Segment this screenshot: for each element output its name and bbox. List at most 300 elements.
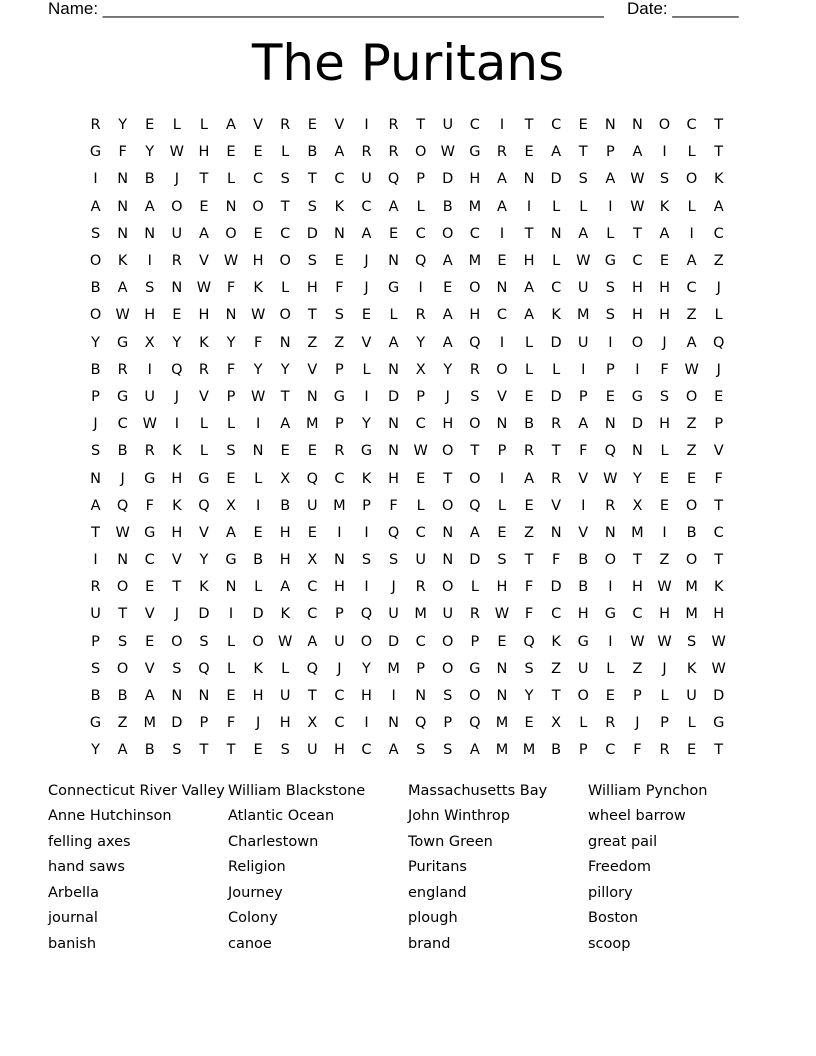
grid-letter: E xyxy=(497,253,507,270)
grid-letter: I xyxy=(255,497,261,514)
grid-letter: L xyxy=(606,660,615,677)
grid-row xyxy=(82,438,742,465)
grid-letter: Z xyxy=(686,443,697,460)
grid-letter: I xyxy=(662,524,667,541)
grid-letter: O xyxy=(604,552,617,569)
grid-letter: V xyxy=(578,524,589,541)
grid-letter: A xyxy=(496,171,507,188)
grid-letter: H xyxy=(198,307,210,324)
grid-letter: J xyxy=(364,280,369,297)
grid-letter: C xyxy=(415,633,426,650)
grid-letter: P xyxy=(416,660,426,677)
grid-letter: T xyxy=(632,552,642,569)
grid-letter: A xyxy=(442,334,453,351)
grid-letter: Y xyxy=(362,660,371,677)
grid-letter: D xyxy=(631,416,643,433)
grid-letter: U xyxy=(334,633,345,650)
grid-letter: B xyxy=(253,552,264,569)
grid-letter: C xyxy=(144,552,155,569)
grid-row xyxy=(82,574,742,601)
grid-letter: G xyxy=(604,253,616,270)
grid-letter: U xyxy=(144,388,156,405)
grid-letter: E xyxy=(416,470,426,487)
grid-letter: M xyxy=(414,606,427,623)
word-bank-item: Religion xyxy=(228,859,286,876)
grid-letter: J xyxy=(174,171,179,188)
grid-letter: T xyxy=(578,144,588,161)
grid-letter: G xyxy=(225,552,237,569)
grid-letter: H xyxy=(659,280,670,297)
grid-letter: I xyxy=(581,497,586,514)
grid-letter: T xyxy=(524,117,534,134)
grid-letter: B xyxy=(117,688,128,705)
grid-letter: K xyxy=(713,579,724,596)
grid-letter: W xyxy=(115,307,130,324)
grid-letter: J xyxy=(93,416,98,433)
grid-letter: A xyxy=(551,144,562,161)
grid-letter: G xyxy=(469,660,481,677)
grid-letter: E xyxy=(253,524,263,541)
grid-letter: O xyxy=(469,688,481,705)
grid-letter: Z xyxy=(307,334,318,351)
grid-letter: H xyxy=(442,416,454,433)
grid-letter: O xyxy=(442,579,454,596)
grid-letter: A xyxy=(578,416,589,433)
grid-letter: H xyxy=(144,307,156,324)
word-bank-item: Boston xyxy=(588,910,639,927)
grid-letter: L xyxy=(497,497,506,514)
grid-letter: U xyxy=(442,606,454,623)
grid-letter: L xyxy=(254,470,263,487)
grid-letter: C xyxy=(334,715,345,732)
grid-letter: D xyxy=(550,579,562,596)
grid-letter: D xyxy=(442,171,454,188)
grid-letter: P xyxy=(633,688,642,705)
word-bank-item: Anne Hutchinson xyxy=(48,808,172,825)
grid-letter: O xyxy=(414,144,427,161)
grid-letter: Q xyxy=(198,660,210,677)
grid-letter: Q xyxy=(523,633,535,650)
grid-letter: V xyxy=(198,253,209,270)
grid-letter: W xyxy=(657,579,672,596)
grid-letter: S xyxy=(578,171,588,188)
grid-letter: D xyxy=(171,715,183,732)
grid-letter: N xyxy=(225,198,237,215)
grid-letter: Q xyxy=(360,606,373,623)
grid-letter: H xyxy=(252,688,264,705)
grid-letter: C xyxy=(415,416,426,433)
grid-letter: I xyxy=(608,198,613,215)
grid-letter: M xyxy=(685,579,698,596)
grid-letter: H xyxy=(713,606,725,623)
grid-letter: W xyxy=(250,307,266,324)
grid-letter: W xyxy=(440,144,455,161)
grid-letter: I xyxy=(608,633,613,650)
grid-letter: R xyxy=(361,144,372,161)
grid-letter: N xyxy=(550,524,562,541)
grid-letter: S xyxy=(90,660,101,677)
grid-letter: B xyxy=(442,198,453,215)
grid-row xyxy=(82,112,742,139)
grid-letter: M xyxy=(495,742,509,759)
grid-letter: Z xyxy=(686,307,697,324)
grid-letter: A xyxy=(632,144,643,161)
grid-letter: A xyxy=(442,307,453,324)
grid-letter: T xyxy=(714,117,724,134)
grid-letter: H xyxy=(659,416,670,433)
grid-letter: R xyxy=(171,253,182,270)
grid-letter: L xyxy=(226,416,236,433)
grid-letter: N xyxy=(333,225,345,242)
grid-letter: P xyxy=(226,388,236,405)
grid-letter: T xyxy=(470,443,480,460)
grid-letter: R xyxy=(469,361,480,378)
grid-letter: H xyxy=(279,552,291,569)
grid-letter: B xyxy=(686,524,697,541)
grid-letter: M xyxy=(685,606,698,623)
grid-letter: R xyxy=(90,579,101,596)
grid-letter: E xyxy=(524,715,534,732)
grid-letter: P xyxy=(199,715,209,732)
grid-letter: Q xyxy=(469,715,481,732)
grid-letter: A xyxy=(117,742,128,759)
grid-letter: A xyxy=(713,198,724,215)
grid-letter: H xyxy=(279,524,291,541)
grid-letter: O xyxy=(469,416,481,433)
grid-letter: Q xyxy=(306,470,318,487)
grid-letter: B xyxy=(578,552,589,569)
word-bank-item: Town Green xyxy=(408,833,493,850)
grid-letter: L xyxy=(552,198,561,215)
grid-letter: D xyxy=(469,552,481,569)
grid-letter: H xyxy=(171,524,183,541)
grid-letter: K xyxy=(361,470,372,487)
grid-letter: J xyxy=(662,660,667,677)
grid-letter: Q xyxy=(198,497,210,514)
grid-letter: R xyxy=(198,361,209,378)
grid-letter: H xyxy=(171,470,183,487)
grid-letter: E xyxy=(687,742,697,759)
grid-letter: S xyxy=(280,171,290,188)
grid-letter: M xyxy=(387,660,400,677)
grid-letter: L xyxy=(579,198,588,215)
grid-letter: G xyxy=(144,470,156,487)
grid-letter: Z xyxy=(686,416,697,433)
grid-letter: N xyxy=(496,688,508,705)
grid-letter: S xyxy=(388,552,399,569)
grid-letter: E xyxy=(226,144,236,161)
grid-letter: K xyxy=(117,253,128,270)
grid-letter: A xyxy=(307,633,318,650)
grid-letter: W xyxy=(630,198,645,215)
grid-letter: U xyxy=(361,171,372,188)
grid-letter: O xyxy=(442,660,454,677)
grid-letter: N xyxy=(388,361,399,378)
grid-letter: W xyxy=(657,633,672,650)
grid-letter: P xyxy=(578,388,588,405)
grid-letter: X xyxy=(226,497,236,514)
grid-letter: D xyxy=(198,606,210,623)
grid-letter: T xyxy=(172,579,182,596)
grid-letter: V xyxy=(496,388,507,405)
grid-letter: N xyxy=(388,253,399,270)
grid-letter: E xyxy=(605,388,615,405)
grid-letter: P xyxy=(714,416,724,433)
grid-letter: T xyxy=(443,470,453,487)
grid-letter: S xyxy=(659,171,670,188)
word-bank xyxy=(48,778,768,957)
grid-letter: J xyxy=(120,470,125,487)
grid-letter: U xyxy=(306,742,318,759)
grid-letter: L xyxy=(579,715,588,732)
grid-letter: L xyxy=(199,117,208,134)
grid-letter: N xyxy=(604,524,616,541)
grid-letter: H xyxy=(306,280,318,297)
grid-letter: Q xyxy=(469,334,481,351)
grid-row xyxy=(82,601,742,628)
grid-letter: N xyxy=(117,552,129,569)
grid-letter: S xyxy=(118,633,128,650)
word-bank-item: pillory xyxy=(588,884,633,901)
grid-letter: H xyxy=(659,307,670,324)
grid-letter: E xyxy=(524,388,534,405)
word-bank-item: William Pynchon xyxy=(588,782,708,799)
grid-letter: C xyxy=(605,742,616,759)
grid-letter: K xyxy=(551,633,561,650)
grid-letter: L xyxy=(281,144,290,161)
grid-letter: P xyxy=(497,443,507,460)
grid-letter: S xyxy=(470,388,480,405)
grid-letter: O xyxy=(89,307,102,324)
grid-letter: C xyxy=(334,171,345,188)
grid-letter: N xyxy=(550,225,562,242)
grid-letter: Q xyxy=(387,524,400,541)
grid-row xyxy=(82,384,742,411)
grid-letter: K xyxy=(253,280,263,297)
grid-letter: A xyxy=(388,334,399,351)
grid-letter: P xyxy=(362,497,371,514)
grid-letter: U xyxy=(577,280,589,297)
grid-letter: L xyxy=(660,688,669,705)
grid-letter: O xyxy=(252,633,264,650)
grid-letter: A xyxy=(117,280,128,297)
grid-letter: S xyxy=(145,280,155,297)
grid-letter: I xyxy=(391,688,396,705)
grid-letter: I xyxy=(147,361,152,378)
grid-letter: G xyxy=(577,633,589,650)
grid-letter: G xyxy=(360,443,373,460)
grid-letter: R xyxy=(605,497,616,514)
grid-letter: P xyxy=(578,742,588,759)
grid-letter: R xyxy=(415,307,426,324)
grid-row xyxy=(82,357,742,384)
grid-letter: A xyxy=(144,688,155,705)
word-bank-item: england xyxy=(408,884,467,901)
word-bank-item: journal xyxy=(48,910,98,927)
grid-letter: S xyxy=(361,552,372,569)
grid-letter: H xyxy=(577,606,589,623)
grid-letter: P xyxy=(91,633,100,650)
grid-letter: E xyxy=(605,688,615,705)
grid-letter: W xyxy=(711,633,726,650)
word-bank-row xyxy=(48,778,768,804)
word-bank-item: Charlestown xyxy=(228,833,319,850)
word-bank-item: brand xyxy=(408,935,451,952)
grid-letter: F xyxy=(226,361,236,378)
grid-letter: A xyxy=(280,579,291,596)
grid-letter: D xyxy=(713,688,725,705)
grid-letter: F xyxy=(714,470,723,487)
grid-letter: E xyxy=(714,388,724,405)
grid-letter: F xyxy=(524,579,534,596)
grid-letter: L xyxy=(362,361,371,378)
grid-row xyxy=(82,520,742,547)
grid-letter: N xyxy=(415,688,427,705)
grid-letter: U xyxy=(388,606,399,623)
grid-letter: O xyxy=(631,334,644,351)
grid-letter: E xyxy=(145,579,155,596)
grid-row xyxy=(82,683,742,710)
grid-letter: W xyxy=(494,606,510,623)
grid-letter: L xyxy=(552,253,561,270)
grid-letter: R xyxy=(551,470,562,487)
grid-letter: H xyxy=(631,280,643,297)
grid-letter: S xyxy=(280,742,290,759)
grid-letter: C xyxy=(686,280,697,297)
grid-letter: T xyxy=(714,742,724,759)
grid-letter: A xyxy=(578,225,589,242)
grid-letter: W xyxy=(576,253,591,270)
grid-letter: S xyxy=(226,443,236,460)
grid-letter: D xyxy=(550,171,562,188)
word-bank-item: scoop xyxy=(588,935,631,952)
grid-letter: S xyxy=(497,552,507,569)
grid-letter: Z xyxy=(713,253,724,270)
word-bank-item: Atlantic Ocean xyxy=(228,808,335,825)
grid-letter: L xyxy=(687,715,696,732)
grid-letter: U xyxy=(171,225,183,242)
grid-letter: I xyxy=(689,225,694,242)
grid-letter: E xyxy=(524,497,534,514)
grid-letter: F xyxy=(389,497,398,514)
grid-letter: D xyxy=(252,606,264,623)
grid-letter: F xyxy=(660,361,669,378)
name-field-label: Name: _____________________________________________________ xyxy=(48,0,604,18)
grid-letter: R xyxy=(659,742,670,759)
grid-letter: E xyxy=(199,198,209,215)
grid-letter: F xyxy=(579,443,588,460)
grid-letter: C xyxy=(713,524,724,541)
grid-letter: T xyxy=(307,307,317,324)
grid-letter: L xyxy=(552,361,561,378)
grid-letter: I xyxy=(174,416,179,433)
grid-letter: L xyxy=(281,280,290,297)
grid-letter: I xyxy=(147,253,152,270)
grid-row xyxy=(82,221,742,248)
grid-letter: S xyxy=(605,280,615,297)
grid-letter: F xyxy=(633,742,642,759)
grid-letter: N xyxy=(171,688,183,705)
grid-letter: J xyxy=(337,660,342,677)
grid-letter: T xyxy=(551,443,561,460)
grid-letter: K xyxy=(199,334,209,351)
grid-letter: A xyxy=(469,524,480,541)
grid-letter: E xyxy=(578,117,588,134)
grid-row xyxy=(82,275,742,302)
grid-letter: A xyxy=(388,198,399,215)
grid-letter: N xyxy=(388,443,399,460)
grid-letter: O xyxy=(171,198,183,215)
grid-letter: Z xyxy=(334,334,345,351)
grid-row xyxy=(82,493,742,520)
grid-letter: E xyxy=(145,117,155,134)
grid-letter: T xyxy=(307,171,317,188)
grid-letter: N xyxy=(604,416,616,433)
grid-letter: O xyxy=(442,443,454,460)
grid-letter: U xyxy=(577,334,589,351)
grid-letter: A xyxy=(361,225,372,242)
grid-letter: J xyxy=(174,388,179,405)
grid-letter: S xyxy=(687,633,697,650)
grid-letter: A xyxy=(226,524,236,541)
grid-letter: A xyxy=(686,253,697,270)
grid-letter: N xyxy=(442,552,454,569)
grid-letter: C xyxy=(551,117,562,134)
grid-letter: X xyxy=(632,497,643,514)
grid-letter: C xyxy=(469,117,480,134)
grid-row xyxy=(82,465,742,492)
grid-letter: S xyxy=(524,660,534,677)
grid-letter: E xyxy=(307,443,317,460)
grid-letter: N xyxy=(279,334,291,351)
grid-letter: E xyxy=(443,280,453,297)
grid-letter: E xyxy=(145,633,155,650)
grid-letter: J xyxy=(662,334,667,351)
grid-letter: H xyxy=(198,144,210,161)
grid-letter: O xyxy=(279,307,291,324)
grid-letter: M xyxy=(522,742,536,759)
word-bank-item: canoe xyxy=(228,935,272,952)
grid-letter: F xyxy=(226,715,236,732)
grid-letter: Q xyxy=(712,334,725,351)
grid-letter: H xyxy=(631,579,643,596)
grid-letter: Y xyxy=(118,117,128,134)
grid-letter: M xyxy=(495,715,509,732)
grid-letter: Q xyxy=(414,715,427,732)
grid-letter: H xyxy=(469,171,481,188)
word-bank-row xyxy=(48,804,768,830)
grid-letter: U xyxy=(577,660,589,677)
grid-letter: Y xyxy=(632,470,642,487)
grid-letter: G xyxy=(469,144,481,161)
grid-letter: S xyxy=(307,198,317,215)
grid-letter: R xyxy=(551,416,562,433)
word-bank-item: hand saws xyxy=(48,859,125,876)
grid-letter: W xyxy=(630,171,645,188)
grid-letter: F xyxy=(253,334,263,351)
grid-letter: N xyxy=(388,715,399,732)
grid-letter: V xyxy=(713,443,724,460)
grid-letter: K xyxy=(551,307,561,324)
grid-letter: Y xyxy=(280,361,290,378)
grid-row xyxy=(82,710,742,737)
grid-letter: X xyxy=(307,552,318,569)
grid-letter: P xyxy=(91,388,100,405)
grid-letter: A xyxy=(469,742,480,759)
grid-letter: L xyxy=(606,225,615,242)
header xyxy=(48,0,748,20)
grid-letter: C xyxy=(415,524,426,541)
